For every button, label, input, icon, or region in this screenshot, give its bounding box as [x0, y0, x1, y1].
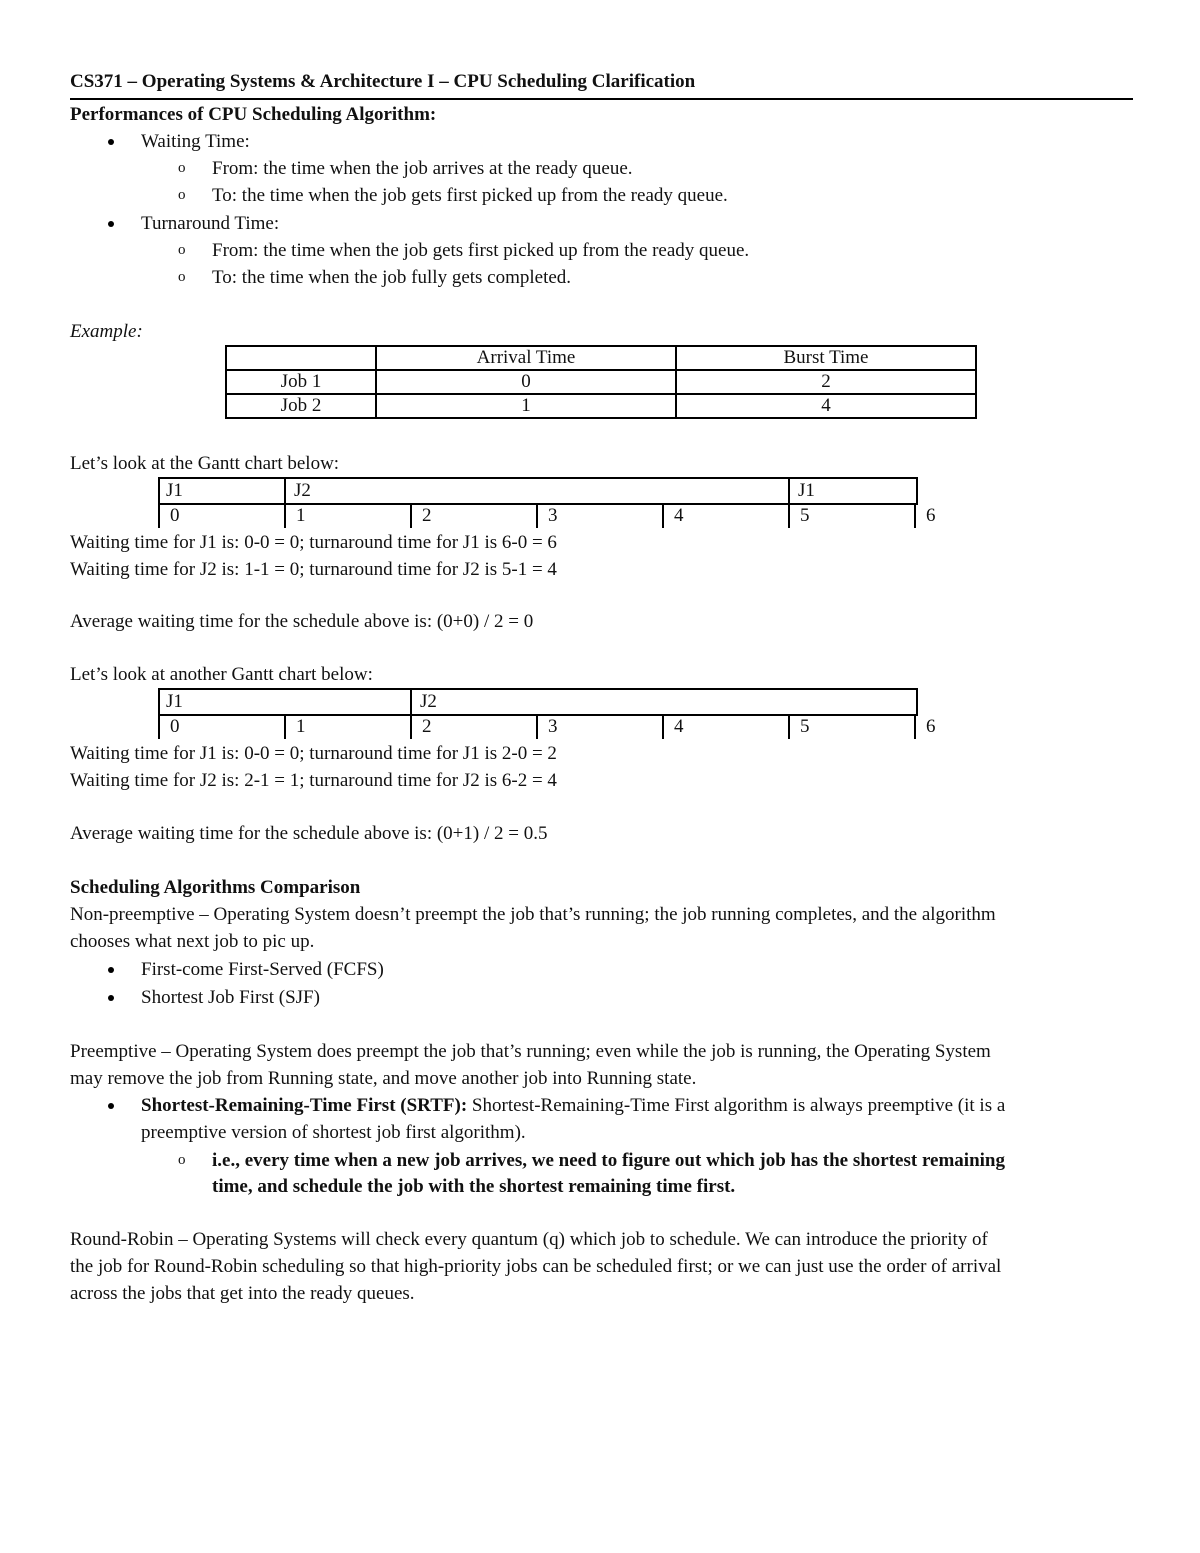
- gantt-segment: [410, 690, 916, 714]
- srtf-description: Shortest-Remaining-Time First algorithm is always preemptive (it is a: [467, 1095, 1006, 1116]
- sub-bullet: o: [178, 160, 186, 176]
- gantt-tick: [284, 715, 286, 739]
- sjf-item: Shortest Job First (SJF): [141, 987, 320, 1008]
- table-header-cell: Burst Time: [676, 346, 976, 370]
- gantt2-average: Average waiting time for the schedule above is: (0+1) / 2 = 0.5: [70, 823, 548, 844]
- gantt1-calc-j2: Waiting time for J2 is: 1-1 = 0; turnaround time for J2 is 5-1 = 4: [70, 559, 557, 580]
- gantt-segment: [158, 690, 410, 714]
- gantt1-intro: Let’s look at the Gantt chart below:: [70, 453, 340, 474]
- bullet-disc: [108, 1103, 114, 1109]
- preemptive-text-2: may remove the job from Running state, and move another job into Running state.: [70, 1068, 697, 1089]
- nonpreemptive-text-1: Non-preemptive – Operating System doesn’t preempt the job that’s running; the job running completes, and the algorithm: [70, 904, 996, 925]
- turnaround-to: To: the time when the job fully gets completed.: [212, 267, 572, 288]
- gantt-tick: [914, 504, 916, 528]
- srtf-note-2: time, and schedule the job with the shortest remaining time first.: [212, 1176, 736, 1197]
- round-robin-text-2: the job for Round-Robin scheduling so that high-priority jobs can be scheduled first; or we can just use the order of arrival: [70, 1256, 1002, 1277]
- table-cell: Job 2: [226, 394, 376, 418]
- gantt-bar: [158, 477, 918, 505]
- round-robin-text-3: across the jobs that get into the ready queues.: [70, 1283, 415, 1304]
- gantt-tick-label: 0: [170, 716, 180, 737]
- srtf-item: [141, 1093, 1005, 1119]
- round-robin-text-1: Round-Robin – Operating Systems will check every quantum (q) which job to schedule. We can introduce the priority of: [70, 1229, 988, 1250]
- gantt-tick-label: 2: [422, 505, 432, 526]
- gantt2-calc-j2: Waiting time for J2 is: 2-1 = 1; turnaround time for J2 is 6-2 = 4: [70, 770, 557, 791]
- gantt-segment-label: J2: [420, 691, 437, 712]
- table-cell: 1: [376, 394, 676, 418]
- turnaround-time-label: Turnaround Time:: [141, 213, 280, 234]
- gantt-tick-label: 3: [548, 505, 558, 526]
- gantt-tick: [662, 504, 664, 528]
- nonpreemptive-text-2: chooses what next job to pic up.: [70, 931, 315, 952]
- preemptive-text-1: Preemptive – Operating System does preempt the job that’s running; even while the job is running, the Operating System: [70, 1041, 991, 1062]
- gantt-tick: [914, 715, 916, 739]
- gantt-tick-label: 6: [926, 505, 936, 526]
- gantt-segment-label: J1: [798, 480, 815, 501]
- gantt-tick: [410, 715, 412, 739]
- gantt-segment: [788, 479, 916, 503]
- gantt-tick: [536, 504, 538, 528]
- sub-bullet: o: [178, 269, 186, 285]
- sub-bullet: o: [178, 242, 186, 258]
- gantt-tick-label: 1: [296, 505, 306, 526]
- gantt-tick-label: 5: [800, 716, 810, 737]
- waiting-to: To: the time when the job gets first picked up from the ready queue.: [212, 185, 728, 206]
- table-header-row: [226, 346, 976, 370]
- gantt-tick-label: 5: [800, 505, 810, 526]
- gantt-tick-label: 0: [170, 505, 180, 526]
- gantt2-intro: Let’s look at another Gantt chart below:: [70, 664, 373, 685]
- gantt-segment-label: J1: [166, 691, 183, 712]
- gantt1-average: Average waiting time for the schedule above is: (0+0) / 2 = 0: [70, 611, 534, 632]
- gantt-tick-label: 4: [674, 505, 684, 526]
- gantt-chart-1: [158, 477, 938, 529]
- table-header-cell: [226, 346, 376, 370]
- gantt-tick-label: 2: [422, 716, 432, 737]
- gantt-segment-label: J1: [166, 480, 183, 501]
- table-cell: 2: [676, 370, 976, 394]
- srtf-term: Shortest-Remaining-Time First (SRTF):: [141, 1095, 468, 1116]
- title-rule: [70, 98, 1133, 100]
- fcfs-item: First-come First-Served (FCFS): [141, 959, 384, 980]
- table-row: [226, 394, 976, 418]
- table-cell: 0: [376, 370, 676, 394]
- document-title: CS371 – Operating Systems & Architecture I – CPU Scheduling Clarification: [70, 71, 696, 92]
- bullet-disc: [108, 967, 114, 973]
- gantt-segment: [284, 479, 790, 503]
- example-label: Example:: [70, 321, 143, 342]
- waiting-from: From: the time when the job arrives at the ready queue.: [212, 158, 633, 179]
- job-table: [225, 345, 977, 419]
- gantt-tick: [410, 504, 412, 528]
- table-cell: Job 1: [226, 370, 376, 394]
- gantt-tick: [662, 715, 664, 739]
- sub-bullet: o: [178, 1152, 186, 1168]
- gantt-tick-label: 3: [548, 716, 558, 737]
- gantt-tick: [158, 715, 160, 739]
- gantt-segment: [158, 479, 284, 503]
- srtf-description-2: preemptive version of shortest job first algorithm).: [141, 1122, 526, 1143]
- gantt1-calc-j1: Waiting time for J1 is: 0-0 = 0; turnaround time for J1 is 6-0 = 6: [70, 532, 557, 553]
- table-cell: 4: [676, 394, 976, 418]
- turnaround-from: From: the time when the job gets first picked up from the ready queue.: [212, 240, 750, 261]
- performance-heading: Performances of CPU Scheduling Algorithm:: [70, 104, 437, 125]
- gantt-tick: [788, 504, 790, 528]
- gantt-tick-label: 4: [674, 716, 684, 737]
- comparison-heading: Scheduling Algorithms Comparison: [70, 877, 361, 898]
- gantt-tick: [536, 715, 538, 739]
- bullet-disc: [108, 139, 114, 145]
- table-header-cell: Arrival Time: [376, 346, 676, 370]
- waiting-time-label: Waiting Time:: [141, 131, 250, 152]
- gantt-chart-2: [158, 688, 938, 740]
- gantt-tick: [158, 504, 160, 528]
- sub-bullet: o: [178, 187, 186, 203]
- gantt-tick: [284, 504, 286, 528]
- table-row: [226, 370, 976, 394]
- gantt-tick: [788, 715, 790, 739]
- gantt2-calc-j1: Waiting time for J1 is: 0-0 = 0; turnaround time for J1 is 2-0 = 2: [70, 743, 557, 764]
- gantt-tick-label: 6: [926, 716, 936, 737]
- bullet-disc: [108, 221, 114, 227]
- bullet-disc: [108, 995, 114, 1001]
- srtf-note-1: i.e., every time when a new job arrives, we need to figure out which job has the shortest remaining: [212, 1150, 1005, 1171]
- gantt-bar: [158, 688, 918, 716]
- gantt-segment-label: J2: [294, 480, 311, 501]
- gantt-tick-label: 1: [296, 716, 306, 737]
